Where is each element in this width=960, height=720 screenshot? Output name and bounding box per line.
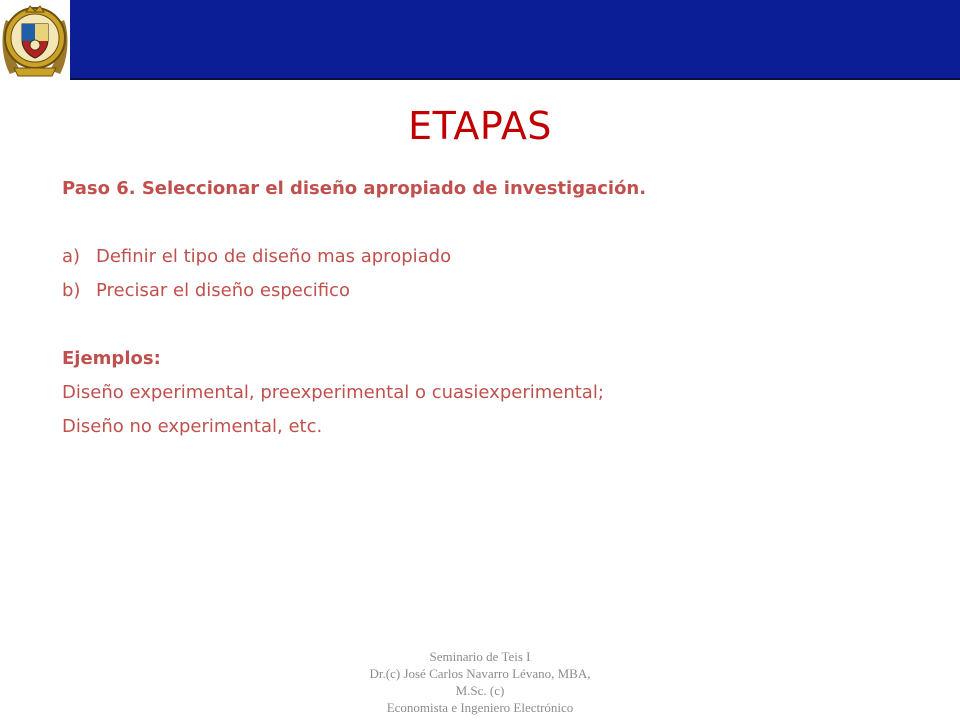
example-line: Diseño no experimental, etc. xyxy=(62,416,323,437)
list-item-text: Precisar el diseño especifico xyxy=(96,280,350,301)
header-bar xyxy=(0,0,960,80)
example-line: Diseño experimental, preexperimental o cuasiexperimental; xyxy=(62,382,604,403)
examples-label: Ejemplos: xyxy=(62,348,161,369)
spacer xyxy=(62,308,922,342)
spacer xyxy=(62,206,922,240)
list-item xyxy=(62,240,922,274)
footer-line: Economista e Ingeniero Electrónico xyxy=(386,700,574,715)
list-marker: b) xyxy=(62,280,81,301)
university-crest-icon xyxy=(0,0,70,80)
list-item xyxy=(62,274,922,308)
footer-line: Dr.(c) José Carlos Navarro Lévano, MBA, xyxy=(369,666,591,681)
footer-line: Seminario de Teis I xyxy=(429,649,531,664)
slide-title: ETAPAS xyxy=(408,104,552,148)
slide-content xyxy=(62,172,922,444)
list-item-text: Definir el tipo de diseño mas apropiado xyxy=(96,246,452,267)
step-heading: Paso 6. Seleccionar el diseño apropiado de investigación. xyxy=(62,178,647,199)
list-marker: a) xyxy=(62,246,81,267)
footer-line: M.Sc. (c) xyxy=(455,683,505,698)
footer xyxy=(330,648,630,716)
